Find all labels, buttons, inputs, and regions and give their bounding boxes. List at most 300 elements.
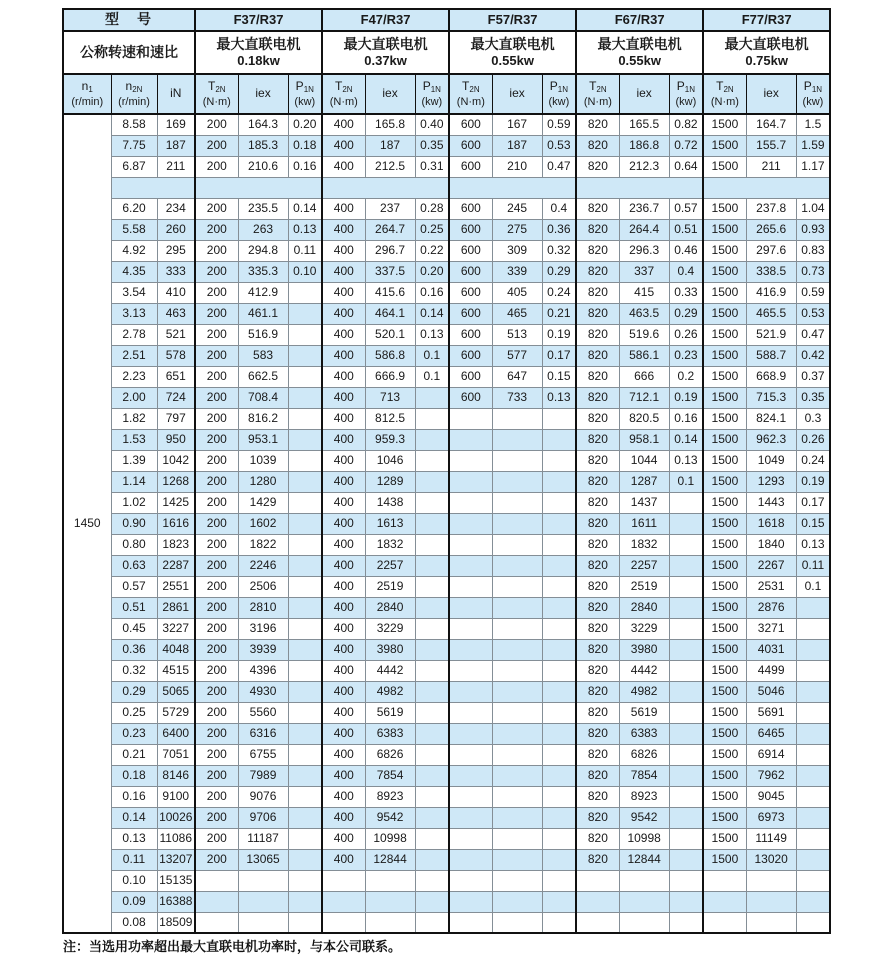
data-cell	[542, 702, 576, 723]
data-cell	[238, 912, 288, 933]
data-cell	[449, 639, 492, 660]
data-cell: 200	[195, 660, 238, 681]
data-cell	[542, 450, 576, 471]
data-cell: 1500	[703, 597, 746, 618]
data-cell: 1500	[703, 429, 746, 450]
data-cell	[288, 366, 322, 387]
data-cell: 1500	[703, 240, 746, 261]
spacer-cell	[449, 177, 576, 198]
data-cell	[492, 618, 542, 639]
table-row	[63, 891, 830, 912]
col-iex: iex	[238, 74, 288, 114]
data-cell: 5560	[238, 702, 288, 723]
data-cell: 400	[322, 366, 365, 387]
gear-motor-spec-table	[62, 8, 831, 934]
data-cell	[449, 576, 492, 597]
data-cell: 415.6	[365, 282, 415, 303]
data-cell: 200	[195, 303, 238, 324]
data-cell: 200	[195, 114, 238, 135]
data-cell: 1500	[703, 534, 746, 555]
n2n-cell: 0.63	[111, 555, 157, 576]
data-cell: 0.13	[796, 534, 830, 555]
data-cell: 200	[195, 786, 238, 807]
data-cell: 820	[576, 408, 619, 429]
data-cell	[746, 891, 796, 912]
data-cell: 2246	[238, 555, 288, 576]
motor-text: 最大直联电机	[724, 35, 809, 52]
data-cell: 400	[322, 534, 365, 555]
data-cell: 1500	[703, 807, 746, 828]
data-cell: 0.21	[542, 303, 576, 324]
data-cell: 11149	[746, 828, 796, 849]
data-cell	[746, 870, 796, 891]
data-cell: 962.3	[746, 429, 796, 450]
data-cell: 400	[322, 828, 365, 849]
in-cell: 234	[157, 198, 195, 219]
data-cell: 200	[195, 387, 238, 408]
data-cell: 13020	[746, 849, 796, 870]
data-cell: 0.19	[669, 387, 703, 408]
data-cell: 237	[365, 198, 415, 219]
data-cell: 400	[322, 513, 365, 534]
table-row	[63, 219, 830, 240]
n2n-cell: 0.80	[111, 534, 157, 555]
data-cell	[542, 912, 576, 933]
data-cell: 820	[576, 555, 619, 576]
data-cell: 9076	[238, 786, 288, 807]
data-cell	[492, 492, 542, 513]
data-cell: 1287	[619, 471, 669, 492]
data-cell	[669, 891, 703, 912]
table-row	[63, 597, 830, 618]
data-cell: 959.3	[365, 429, 415, 450]
data-cell: 600	[449, 366, 492, 387]
data-cell	[365, 912, 415, 933]
data-cell: 812.5	[365, 408, 415, 429]
data-cell: 212.5	[365, 156, 415, 177]
data-cell	[365, 891, 415, 912]
data-cell	[492, 912, 542, 933]
data-cell: 400	[322, 849, 365, 870]
data-cell: 1500	[703, 303, 746, 324]
data-cell: 820	[576, 240, 619, 261]
data-cell	[796, 660, 830, 681]
in-cell: 578	[157, 345, 195, 366]
data-cell: 0.26	[669, 324, 703, 345]
n2n-cell: 0.14	[111, 807, 157, 828]
table-row	[63, 912, 830, 933]
data-cell: 400	[322, 723, 365, 744]
data-cell	[288, 450, 322, 471]
data-cell	[322, 891, 365, 912]
data-cell: 235.5	[238, 198, 288, 219]
data-cell: 0.1	[669, 471, 703, 492]
data-cell	[619, 891, 669, 912]
data-cell: 0.13	[669, 450, 703, 471]
data-cell: 400	[322, 303, 365, 324]
n2n-cell: 5.58	[111, 219, 157, 240]
data-cell: 0.13	[288, 219, 322, 240]
data-cell	[195, 870, 238, 891]
data-cell: 0.1	[415, 345, 449, 366]
data-cell: 0.20	[415, 261, 449, 282]
n2n-cell: 0.18	[111, 765, 157, 786]
data-cell	[796, 765, 830, 786]
table-row	[63, 324, 830, 345]
motor-f67	[576, 31, 703, 74]
data-cell: 0.2	[669, 366, 703, 387]
data-cell	[542, 639, 576, 660]
table-row	[63, 450, 830, 471]
table-row	[63, 786, 830, 807]
data-cell	[415, 387, 449, 408]
data-cell: 820	[576, 303, 619, 324]
data-cell: 820	[576, 135, 619, 156]
data-cell: 1832	[619, 534, 669, 555]
data-cell	[492, 702, 542, 723]
data-cell: 820	[576, 744, 619, 765]
data-cell: 400	[322, 345, 365, 366]
data-cell: 0.11	[288, 240, 322, 261]
table-row	[63, 156, 830, 177]
data-cell: 4982	[365, 681, 415, 702]
table-row	[63, 618, 830, 639]
data-cell: 465	[492, 303, 542, 324]
data-cell: 400	[322, 450, 365, 471]
data-cell	[288, 282, 322, 303]
data-cell: 820	[576, 492, 619, 513]
data-cell: 6973	[746, 807, 796, 828]
table-row	[63, 555, 830, 576]
data-cell	[449, 408, 492, 429]
data-cell: 461.1	[238, 303, 288, 324]
data-cell: 0.14	[415, 303, 449, 324]
data-cell	[492, 576, 542, 597]
data-cell	[415, 492, 449, 513]
table-row	[63, 429, 830, 450]
data-cell	[542, 408, 576, 429]
data-cell: 820	[576, 597, 619, 618]
data-cell: 0.35	[415, 135, 449, 156]
spacer-cell	[111, 177, 195, 198]
data-cell: 200	[195, 765, 238, 786]
data-cell	[542, 807, 576, 828]
data-cell: 1500	[703, 618, 746, 639]
data-cell: 1500	[703, 849, 746, 870]
data-cell: 400	[322, 702, 365, 723]
spacer-row	[63, 177, 830, 198]
data-cell	[288, 408, 322, 429]
table-row	[63, 114, 830, 135]
data-cell: 0.19	[796, 471, 830, 492]
motor-f47	[322, 31, 449, 74]
data-cell	[669, 576, 703, 597]
data-cell: 0.20	[288, 114, 322, 135]
data-cell: 463.5	[619, 303, 669, 324]
motor-power: 0.37kw	[364, 53, 407, 69]
data-cell: 4442	[365, 660, 415, 681]
data-cell	[415, 618, 449, 639]
data-cell	[669, 849, 703, 870]
data-cell	[415, 681, 449, 702]
motor-f37	[195, 31, 322, 74]
data-cell: 0.47	[542, 156, 576, 177]
data-cell: 4442	[619, 660, 669, 681]
data-cell: 820	[576, 807, 619, 828]
data-cell: 0.13	[542, 387, 576, 408]
data-cell: 0.36	[542, 219, 576, 240]
data-cell: 5619	[619, 702, 669, 723]
in-cell: 10026	[157, 807, 195, 828]
speed-ratio-label: 公称转速和速比	[63, 31, 195, 74]
data-cell: 588.7	[746, 345, 796, 366]
in-cell: 260	[157, 219, 195, 240]
n2n-cell: 2.51	[111, 345, 157, 366]
col-iex: iex	[492, 74, 542, 114]
motor-f77	[703, 31, 830, 74]
in-cell: 521	[157, 324, 195, 345]
data-cell: 200	[195, 492, 238, 513]
data-cell	[542, 660, 576, 681]
data-cell: 4982	[619, 681, 669, 702]
data-cell	[415, 723, 449, 744]
data-cell	[415, 534, 449, 555]
data-cell: 5619	[365, 702, 415, 723]
data-cell	[288, 492, 322, 513]
data-cell	[492, 807, 542, 828]
data-cell: 211	[746, 156, 796, 177]
data-cell: 400	[322, 282, 365, 303]
data-cell	[415, 408, 449, 429]
data-cell	[415, 576, 449, 597]
data-cell	[796, 744, 830, 765]
data-cell: 0.31	[415, 156, 449, 177]
data-cell	[415, 786, 449, 807]
data-cell: 8923	[365, 786, 415, 807]
data-cell: 516.9	[238, 324, 288, 345]
in-cell: 11086	[157, 828, 195, 849]
data-cell: 212.3	[619, 156, 669, 177]
data-cell	[796, 807, 830, 828]
data-cell: 600	[449, 135, 492, 156]
data-cell	[415, 912, 449, 933]
data-cell: 1044	[619, 450, 669, 471]
data-cell: 1293	[746, 471, 796, 492]
data-cell	[238, 891, 288, 912]
data-cell: 0.13	[415, 324, 449, 345]
data-cell	[288, 681, 322, 702]
n2n-cell: 0.51	[111, 597, 157, 618]
data-cell: 245	[492, 198, 542, 219]
data-cell	[669, 786, 703, 807]
data-cell	[796, 870, 830, 891]
data-cell	[449, 513, 492, 534]
data-cell: 733	[492, 387, 542, 408]
data-cell: 1500	[703, 408, 746, 429]
n2n-cell: 6.87	[111, 156, 157, 177]
in-cell: 1616	[157, 513, 195, 534]
data-cell: 0.46	[669, 240, 703, 261]
data-cell: 1500	[703, 702, 746, 723]
data-cell: 1429	[238, 492, 288, 513]
data-cell: 820	[576, 324, 619, 345]
data-cell	[542, 681, 576, 702]
data-cell: 1046	[365, 450, 415, 471]
data-cell: 1611	[619, 513, 669, 534]
table-row	[63, 366, 830, 387]
data-cell: 6826	[365, 744, 415, 765]
model-f47: F47/R37	[322, 9, 449, 31]
data-cell: 3271	[746, 618, 796, 639]
data-cell: 0.14	[288, 198, 322, 219]
data-cell	[492, 471, 542, 492]
data-cell	[492, 891, 542, 912]
data-cell	[542, 786, 576, 807]
data-cell: 13065	[238, 849, 288, 870]
data-cell: 600	[449, 261, 492, 282]
data-cell: 6826	[619, 744, 669, 765]
in-cell: 5729	[157, 702, 195, 723]
data-cell: 464.1	[365, 303, 415, 324]
data-cell: 0.73	[796, 261, 830, 282]
data-cell: 200	[195, 366, 238, 387]
data-cell: 1500	[703, 828, 746, 849]
data-cell: 412.9	[238, 282, 288, 303]
data-cell: 1500	[703, 639, 746, 660]
data-cell	[619, 912, 669, 933]
data-cell: 400	[322, 429, 365, 450]
data-cell	[542, 828, 576, 849]
data-cell	[796, 828, 830, 849]
data-cell: 958.1	[619, 429, 669, 450]
data-cell	[288, 345, 322, 366]
data-cell: 200	[195, 471, 238, 492]
data-cell	[796, 723, 830, 744]
data-cell: 265.6	[746, 219, 796, 240]
data-cell: 237.8	[746, 198, 796, 219]
data-cell: 0.4	[669, 261, 703, 282]
data-cell: 1500	[703, 786, 746, 807]
data-cell: 820	[576, 282, 619, 303]
n2n-cell: 6.20	[111, 198, 157, 219]
data-cell: 1840	[746, 534, 796, 555]
in-cell: 16388	[157, 891, 195, 912]
data-cell: 337.5	[365, 261, 415, 282]
data-cell: 820	[576, 198, 619, 219]
table-row	[63, 492, 830, 513]
data-cell: 820	[576, 345, 619, 366]
data-cell	[669, 870, 703, 891]
data-cell	[415, 597, 449, 618]
col-p1n: $P_{1N}$ (kw)	[796, 74, 830, 114]
data-cell: 12844	[365, 849, 415, 870]
data-cell: 0.19	[542, 324, 576, 345]
data-cell: 0.82	[669, 114, 703, 135]
data-cell: 400	[322, 261, 365, 282]
n2n-cell: 0.57	[111, 576, 157, 597]
data-cell: 0.42	[796, 345, 830, 366]
data-cell: 820	[576, 660, 619, 681]
in-cell: 950	[157, 429, 195, 450]
data-cell	[449, 912, 492, 933]
data-cell: 210	[492, 156, 542, 177]
data-cell: 400	[322, 597, 365, 618]
data-cell: 400	[322, 240, 365, 261]
data-cell: 338.5	[746, 261, 796, 282]
data-cell	[288, 744, 322, 765]
n2n-cell: 2.23	[111, 366, 157, 387]
data-cell	[415, 870, 449, 891]
table-row	[63, 849, 830, 870]
data-cell: 200	[195, 849, 238, 870]
table-row	[63, 240, 830, 261]
data-cell	[669, 639, 703, 660]
data-cell: 712.1	[619, 387, 669, 408]
data-cell: 0.83	[796, 240, 830, 261]
data-cell: 600	[449, 156, 492, 177]
data-cell: 953.1	[238, 429, 288, 450]
in-cell: 333	[157, 261, 195, 282]
motor-text: 最大直联电机	[597, 35, 682, 52]
data-cell: 0.15	[542, 366, 576, 387]
n2n-cell: 3.13	[111, 303, 157, 324]
data-cell	[542, 555, 576, 576]
data-cell	[542, 723, 576, 744]
data-cell	[796, 786, 830, 807]
table-row	[63, 639, 830, 660]
data-cell	[288, 723, 322, 744]
data-cell: 8923	[619, 786, 669, 807]
data-cell: 0.16	[669, 408, 703, 429]
data-cell: 708.4	[238, 387, 288, 408]
data-cell: 200	[195, 282, 238, 303]
data-cell	[703, 870, 746, 891]
data-cell: 1500	[703, 576, 746, 597]
data-cell	[415, 471, 449, 492]
data-cell: 0.47	[796, 324, 830, 345]
data-cell: 400	[322, 681, 365, 702]
n2n-cell: 7.75	[111, 135, 157, 156]
data-cell	[542, 891, 576, 912]
table-row	[63, 702, 830, 723]
data-cell	[669, 744, 703, 765]
in-cell: 4048	[157, 639, 195, 660]
data-cell: 164.7	[746, 114, 796, 135]
data-cell: 820.5	[619, 408, 669, 429]
data-cell	[492, 744, 542, 765]
data-cell: 1289	[365, 471, 415, 492]
data-cell: 583	[238, 345, 288, 366]
data-cell: 666	[619, 366, 669, 387]
data-cell: 1500	[703, 450, 746, 471]
data-cell	[449, 807, 492, 828]
data-cell: 0.4	[542, 198, 576, 219]
data-cell	[288, 618, 322, 639]
col-t2n: $T_{2N}$ (N·m)	[195, 74, 238, 114]
data-cell	[288, 870, 322, 891]
data-cell: 0.59	[796, 282, 830, 303]
data-cell	[492, 429, 542, 450]
model-f57: F57/R37	[449, 9, 576, 31]
data-cell	[238, 870, 288, 891]
in-cell: 15135	[157, 870, 195, 891]
data-cell	[288, 513, 322, 534]
data-cell: 820	[576, 513, 619, 534]
data-cell	[449, 891, 492, 912]
n2n-cell: 0.32	[111, 660, 157, 681]
model-f37: F37/R37	[195, 9, 322, 31]
data-cell	[492, 870, 542, 891]
